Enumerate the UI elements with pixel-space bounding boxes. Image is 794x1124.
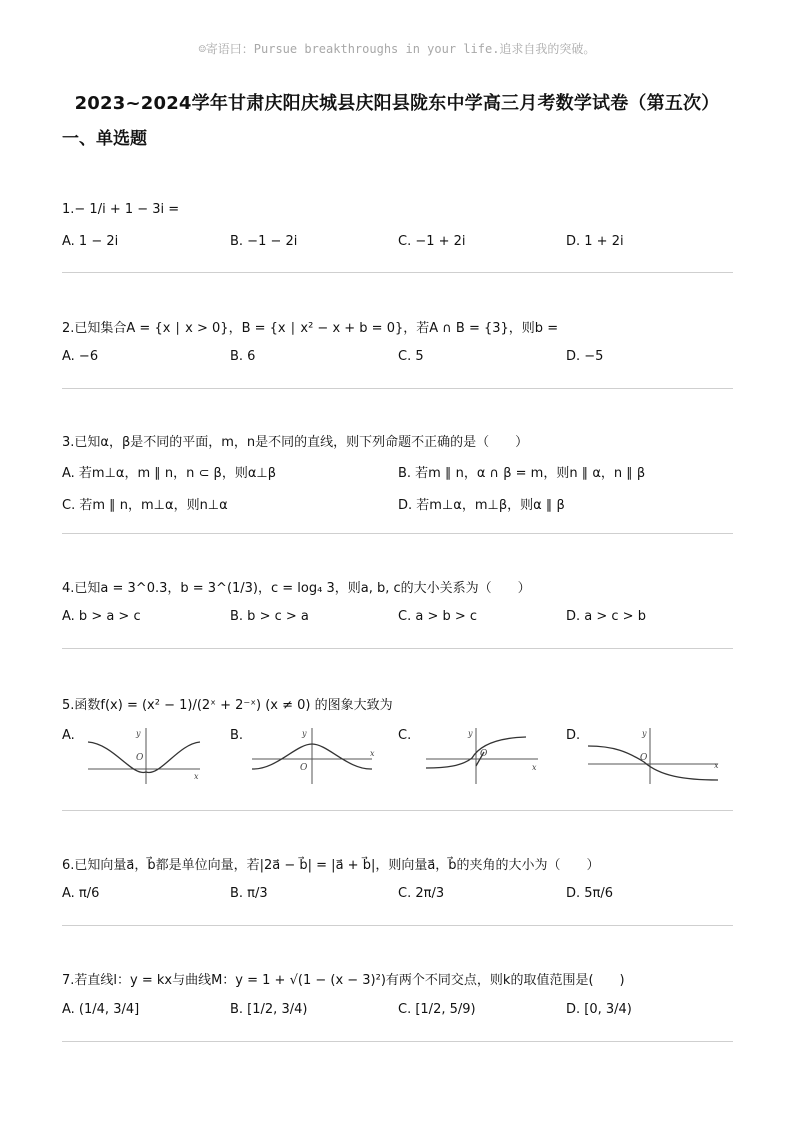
- q2-option-d[interactable]: D. −5: [566, 349, 604, 364]
- svg-text:x: x: [194, 772, 199, 781]
- svg-text:x: x: [370, 749, 375, 758]
- q2-option-a[interactable]: A. −6: [62, 349, 99, 364]
- q3-option-a[interactable]: A. 若m⊥α，m ∥ n，n ⊂ β，则α⊥β: [62, 466, 277, 481]
- q6-option-a[interactable]: A. π/6: [62, 886, 100, 901]
- section-heading: 一、单选题: [62, 129, 147, 149]
- divider: [62, 925, 733, 926]
- question-5: 5.函数f(x) = (x² − 1)/(2ˣ + 2⁻ˣ) (x ≠ 0) 的图象大致为: [62, 698, 393, 713]
- q7-option-c[interactable]: C. [1/2, 5/9): [398, 1002, 476, 1017]
- svg-text:O: O: [480, 749, 488, 759]
- divider: [62, 533, 733, 534]
- q4-option-d[interactable]: D. a > c > b: [566, 609, 646, 624]
- q6-option-d[interactable]: D. 5π/6: [566, 886, 614, 901]
- question-2: 2.已知集合A = {x ∣ x > 0}，B = {x ∣ x² − x + b = 0}，若A ∩ B = {3}，则b =: [62, 321, 559, 336]
- exam-title: 2023~2024学年甘肃庆阳庆城县庆阳县陇东中学高三月考数学试卷（第五次）: [74, 93, 720, 114]
- q2-option-b[interactable]: B. 6: [230, 349, 256, 364]
- divider: [62, 648, 733, 649]
- divider: [62, 810, 733, 811]
- svg-text:y: y: [642, 729, 647, 738]
- svg-text:O: O: [640, 753, 648, 763]
- q1-option-b[interactable]: B. −1 − 2i: [230, 234, 298, 249]
- q5-option-a[interactable]: A.: [62, 728, 75, 743]
- q7-option-a[interactable]: A. (1/4, 3/4]: [62, 1002, 140, 1017]
- q6-option-b[interactable]: B. π/3: [230, 886, 268, 901]
- q1-option-d[interactable]: D. 1 + 2i: [566, 234, 624, 249]
- q4-option-a[interactable]: A. b > a > c: [62, 609, 141, 624]
- q6-option-c[interactable]: C. 2π/3: [398, 886, 445, 901]
- question-3: 3.已知α，β是不同的平面，m，n是不同的直线，则下列命题不正确的是（ ）: [62, 435, 529, 450]
- motto-header: ☺寄语曰：Pursue breakthroughs in your life.追求自我的突破。: [198, 42, 596, 56]
- svg-text:x: x: [714, 761, 719, 770]
- q5-graph-d: [584, 722, 724, 788]
- q5-graph-c: [422, 722, 542, 788]
- question-6: 6.已知向量a⃗，b⃗都是单位向量，若|2a⃗ − b⃗| = |a⃗ + b⃗|，则向量a⃗，b⃗的夹角的大小为（ ）: [62, 858, 600, 873]
- svg-text:y: y: [136, 729, 141, 738]
- svg-text:y: y: [302, 729, 307, 738]
- svg-text:x: x: [532, 763, 537, 772]
- q4-option-c[interactable]: C. a > b > c: [398, 609, 478, 624]
- q7-option-d[interactable]: D. [0, 3/4): [566, 1002, 632, 1017]
- q5-option-d[interactable]: D.: [566, 728, 581, 743]
- q4-option-b[interactable]: B. b > c > a: [230, 609, 309, 624]
- question-1: 1.− 1/i + 1 − 3i =: [62, 202, 180, 217]
- q7-option-b[interactable]: B. [1/2, 3/4): [230, 1002, 308, 1017]
- q5-option-b[interactable]: B.: [230, 728, 244, 743]
- q2-option-c[interactable]: C. 5: [398, 349, 424, 364]
- q5-option-c[interactable]: C.: [398, 728, 412, 743]
- q3-option-d[interactable]: D. 若m⊥α，m⊥β，则α ∥ β: [398, 498, 565, 513]
- divider: [62, 388, 733, 389]
- svg-text:O: O: [136, 753, 144, 763]
- svg-text:y: y: [468, 729, 473, 738]
- q1-option-a[interactable]: A. 1 − 2i: [62, 234, 119, 249]
- question-7: 7.若直线l：y = kx与曲线M：y = 1 + √(1 − (x − 3)²)有两个不同交点，则k的取值范围是( ): [62, 973, 625, 988]
- svg-text:O: O: [300, 763, 308, 773]
- divider: [62, 272, 733, 273]
- q3-option-c[interactable]: C. 若m ∥ n，m⊥α，则n⊥α: [62, 498, 228, 513]
- q5-graph-b: [248, 722, 378, 788]
- divider: [62, 1041, 733, 1042]
- q3-option-b[interactable]: B. 若m ∥ n，α ∩ β = m，则n ∥ α，n ∥ β: [398, 466, 646, 481]
- q1-option-c[interactable]: C. −1 + 2i: [398, 234, 466, 249]
- q5-graph-a: [84, 722, 204, 788]
- question-4: 4.已知a = 3^0.3，b = 3^(1/3)，c = log₄ 3，则a, b, c的大小关系为（ ）: [62, 581, 531, 596]
